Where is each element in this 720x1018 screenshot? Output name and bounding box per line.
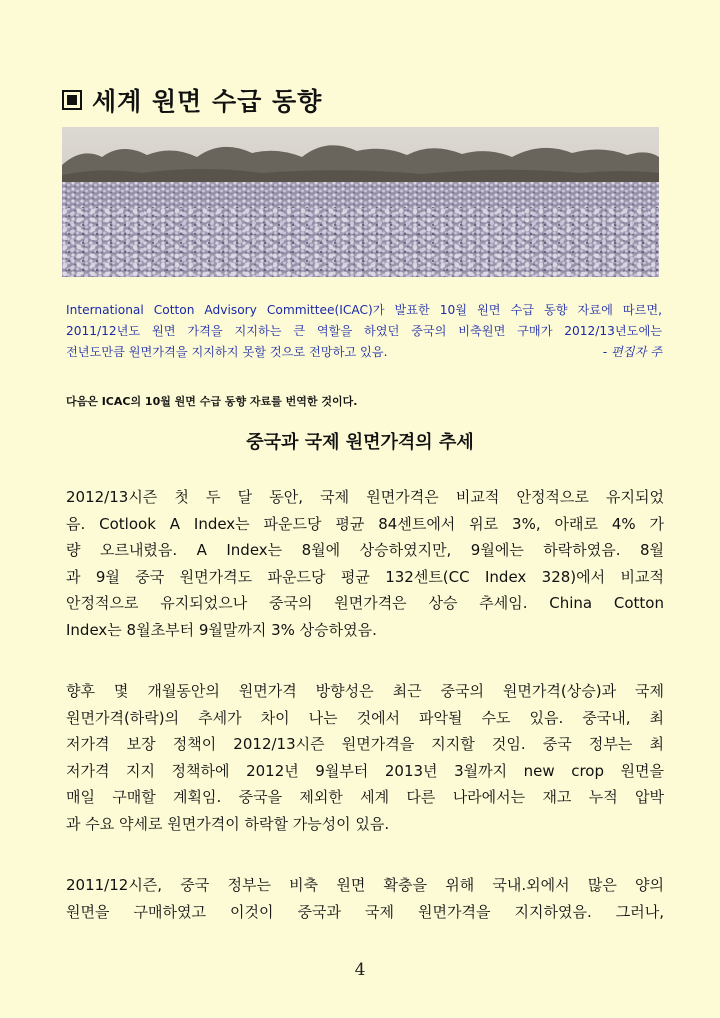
paragraph-line: 안정적으로 유지되었으나 중국의 원면가격은 상승 추세임. China Cotton [66, 594, 664, 613]
editor-credit: - 편집자 주 [602, 345, 662, 359]
page-number: 4 [354, 960, 366, 980]
intro-line: International Cotton Advisory Committee(ICAC)가 발표한 10월 원면 수급 동향 자료에 따르면, [66, 303, 662, 317]
paragraph-line: 원면가격(하락)의 추세가 차이 나는 것에서 파악될 수도 있음. 중국내, 최 [66, 708, 664, 727]
cotton-field-illustration [62, 127, 659, 277]
paragraph-line: 매일 구매할 계획임. 중국을 제외한 세계 다른 나라에서는 재고 누적 압박 [66, 788, 664, 807]
paragraph-line: 원면을 구매하였고 이것이 중국과 국제 원면가격을 지지하였음. 그러나, [66, 902, 664, 921]
cotton-field-photo [62, 127, 659, 277]
paragraph [66, 678, 664, 838]
paragraph-line: 2011/12시즌, 중국 정부는 비축 원면 확충을 위해 국내.외에서 많은 양의 [66, 876, 664, 894]
intro-line: 전년도만큼 원면가격을 지지하지 못할 것으로 전망하고 있음. [66, 345, 388, 359]
paragraph [66, 872, 664, 925]
paragraph-line: 저가격 지지 정책하에 2012년 9월부터 2013년 3월까지 new crop 원면을 [66, 761, 664, 780]
paragraph-line: 향후 몇 개월동안의 원면가격 방향성은 최근 중국의 원면가격(상승)과 국제 [66, 682, 664, 700]
section-title: 세계 원면 수급 동향 [92, 87, 323, 116]
section-header [62, 82, 322, 118]
paragraph-line: 과 9월 중국 원면가격도 파운드당 평균 132센트(CC Index 328)에서 비교적 [66, 567, 664, 586]
intro-line: 2011/12년도 원면 가격을 지지하는 큰 역할을 하였던 중국의 비축원면 구매가 2012/13년도에는 [66, 324, 662, 338]
filled-square-box-icon [62, 90, 82, 110]
editor-intro [66, 300, 666, 363]
paragraph-line: Index는 8월초부터 9월말까지 3% 상승하였음. [66, 620, 377, 639]
paragraph-line: 량 오르내렸음. A Index는 8월에 상승하였지만, 9월에는 하락하였음. 8월 [66, 541, 664, 560]
paragraph [66, 484, 664, 644]
paragraph-line: 저가격 보장 정책이 2012/13시즌 원면가격을 지지할 것임. 중국 정부는 최 [66, 735, 664, 754]
paragraph-line: 음. Cotlook A Index는 파운드당 평균 84센트에서 위로 3%, 아래로 4% 가 [66, 514, 664, 533]
translation-note: 다음은 ICAC의 10월 원면 수급 동향 자료를 번역한 것이다. [66, 395, 358, 408]
article-subtitle: 중국과 국제 원면가격의 추세 [246, 432, 474, 453]
paragraph-line: 2012/13시즌 첫 두 달 동안, 국제 원면가격은 비교적 안정적으로 유지되었 [66, 488, 664, 506]
paragraph-line: 과 수요 약세로 원면가격이 하락할 가능성이 있음. [66, 814, 390, 833]
